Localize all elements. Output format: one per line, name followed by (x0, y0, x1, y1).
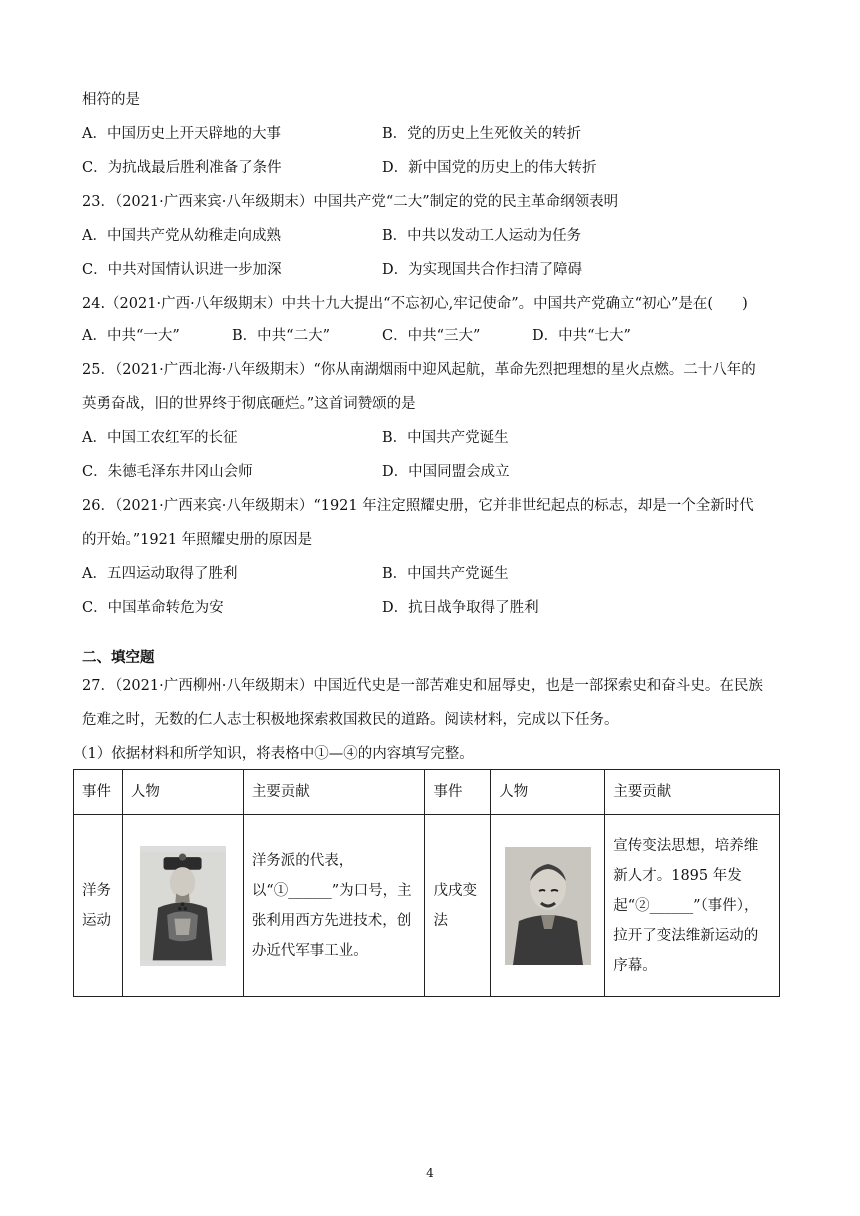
q24-stem: 24.（2021·广西·八年级期末）中共十九大提出“不忘初心,牢记使命”。中国共产党确立“初心”是在( ) (82, 296, 748, 312)
q24-option-c[interactable]: C．中共“三大” (382, 328, 481, 344)
q25-stem-line1: 25．（2021·广西北海·八年级期末）“你从南湖烟雨中迎风起航，革命先烈把理想的星火点燃。二十八年的 (82, 362, 756, 378)
q24-option-a[interactable]: A．中共“一大” (82, 328, 180, 344)
header-person-2: 人物 (491, 770, 605, 815)
event-westernization: 洋务运动 (74, 815, 123, 997)
portrait-reformer-photo (505, 847, 591, 965)
header-contribution-2: 主要贡献 (605, 770, 780, 815)
q26-option-d[interactable]: D．抗日战争取得了胜利 (382, 600, 539, 616)
q25-option-b[interactable]: B．中国共产党诞生 (382, 430, 509, 446)
reform-table (73, 769, 780, 997)
q26-stem-line1: 26．（2021·广西来宾·八年级期末）“1921 年注定照耀史册，它并非世纪起点的标志，却是一个全新时代 (82, 498, 754, 514)
section-heading-fill-in: 二、填空题 (82, 650, 155, 666)
q25-option-d[interactable]: D．中国同盟会成立 (382, 464, 510, 480)
q27-stem-line2: 危难之时，无数的仁人志士积极地探索救国救民的道路。阅读材料，完成以下任务。 (82, 712, 619, 728)
q23-option-a[interactable]: A．中国共产党从幼稚走向成熟 (82, 228, 281, 244)
q24-option-b[interactable]: B．中共“二大” (232, 328, 330, 344)
q24-option-d[interactable]: D．中共“七大” (532, 328, 631, 344)
q25-stem-line2: 英勇奋战，旧的世界终于彻底砸烂。”这首词赞颂的是 (82, 396, 416, 412)
q23-option-d[interactable]: D．为实现国共合作扫清了障碍 (382, 262, 583, 278)
q22-stem-tail: 相符的是 (82, 92, 140, 108)
q26-option-c[interactable]: C．中国革命转危为安 (82, 600, 224, 616)
header-person: 人物 (122, 770, 243, 815)
table-header-row (74, 770, 780, 815)
page-number: 4 (426, 1166, 434, 1180)
q22-option-c[interactable]: C．为抗战最后胜利准备了条件 (82, 160, 282, 176)
contribution-reform-1898: 宣传变法思想，培养维新人才。1895 年发起“②______”（事件），拉开了变法维新运动的序幕。 (605, 815, 780, 997)
q23-stem: 23．（2021·广西来宾·八年级期末）中国共产党“二大”制定的党的民主革命纲领表明 (82, 194, 619, 210)
header-event: 事件 (74, 770, 123, 815)
q26-option-b[interactable]: B．中国共产党诞生 (382, 566, 509, 582)
portrait-cell-right (491, 815, 605, 997)
contribution-westernization: 洋务派的代表，以“①______”为口号，主张利用西方先进技术，创办近代军事工业。 (243, 815, 425, 997)
q27-sub1-instruction: （1）依据材料和所学知识，将表格中①—④的内容填写完整。 (73, 746, 474, 762)
q22-option-a[interactable]: A．中国历史上开天辟地的大事 (82, 126, 281, 142)
event-reform-1898: 戊戌变法 (425, 815, 491, 997)
q25-option-a[interactable]: A．中国工农红军的长征 (82, 430, 238, 446)
q22-option-b[interactable]: B．党的历史上生死攸关的转折 (382, 126, 582, 142)
portrait-cell-left (122, 815, 243, 997)
q26-stem-line2: 的开始。”1921 年照耀史册的原因是 (82, 532, 313, 548)
portrait-official-photo (140, 846, 226, 966)
header-event-2: 事件 (425, 770, 491, 815)
table-row (74, 815, 780, 997)
q25-option-c[interactable]: C．朱德毛泽东井冈山会师 (82, 464, 253, 480)
q26-option-a[interactable]: A．五四运动取得了胜利 (82, 566, 238, 582)
q23-option-c[interactable]: C．中共对国情认识进一步加深 (82, 262, 282, 278)
header-contribution: 主要贡献 (243, 770, 425, 815)
q23-option-b[interactable]: B．中共以发动工人运动为任务 (382, 228, 582, 244)
q27-stem-line1: 27．（2021·广西柳州·八年级期末）中国近代史是一部苦难史和屈辱史，也是一部探索史和奋斗史。在民族 (82, 678, 763, 694)
q22-option-d[interactable]: D．新中国党的历史上的伟大转折 (382, 160, 597, 176)
